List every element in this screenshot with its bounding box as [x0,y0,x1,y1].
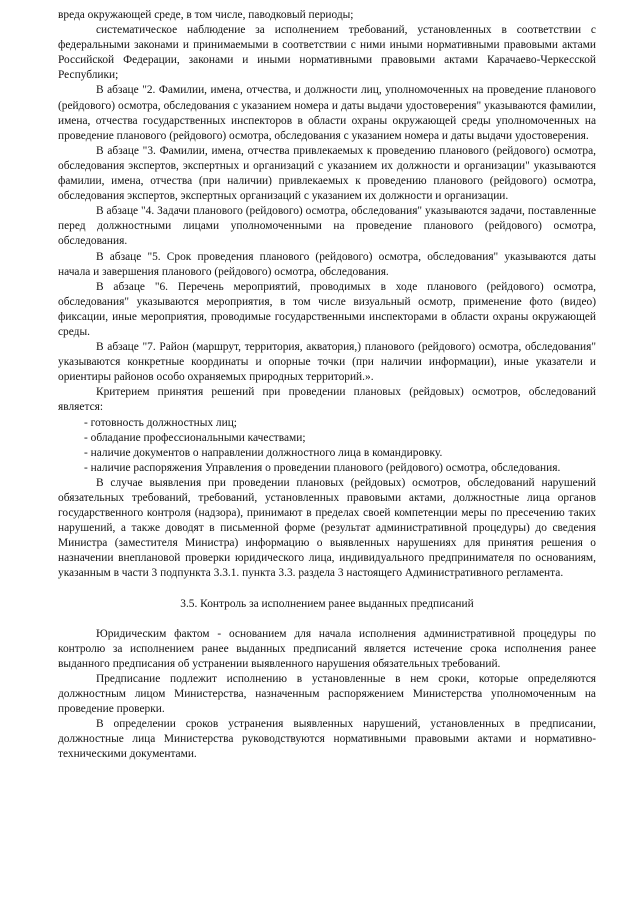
paragraph-abzac-7: В абзаце "7. Район (маршрут, территория, акватория,) планового (рейдового) осмотра, обследования" указываются конкретные координаты и опорные точки (при наличии информации), иные указатели и ориентиры районов особо охраняемых природных территорий.». [58,341,596,384]
section-heading: 3.5. Контроль за исполнением ранее выданных предписаний [180,597,474,610]
paragraph-abzac-3: В абзаце "3. Фамилии, имена, отчества привлекаемых к проведению планового (рейдового) осмотра, обследования экспертов, экспертных и организаций с указанием их должности и организации" указываются фамилии, имена, отчества (при наличии) привлекаемых к проведению планового (рейдового) осмотра, обследования экспертов, экспертных организаций с указанием их должности и организации. [58,144,596,203]
list-item: - наличие распоряжения Управления о проведении планового (рейдового) осмотра, обследования. [84,461,561,474]
paragraph-criteria: Критерием принятия решений при проведении плановых (рейдовых) осмотров, обследований является: [58,386,596,414]
paragraph-systematic-observation: систематическое наблюдение за исполнением требований, установленных в соответствии с федеральными законами и принимаемыми в соответствии с ними иными нормативными правовыми актами Российской Федерации, законами и иными нормативными правовыми актами Карачаево-Черкесской Республики; [58,24,596,82]
paragraph-violations: В случае выявления при проведении плановых (рейдовых) осмотров, обследований нарушений обязательных требований, требований, установленных правовыми актами, должностные лица органов государственного контроля (надзора), принимают в пределах своей компетенции меры по пресечению таких нарушений, а также доводят в письменной форме (результат административной процедуры) до сведения Министра (заместителя Министра) информацию о выявленных нарушениях для принятия решения о назначении внеплановой проверки юридического лица, индивидуального предпринимателя по основаниям, указанным в части 3 подпункта 3.3.1. пункта 3.3. раздела 3 настоящего Административного регламента. [58,476,596,580]
paragraph-continuation: вреда окружающей среде, в том числе, паводковый периоды; [58,9,354,21]
list-item: - обладание профессиональными качествами; [84,431,306,444]
paragraph-abzac-2: В абзаце "2. Фамилии, имена, отчества, и должности лиц, уполномоченных на проведение планового (рейдового) осмотра, обследования с указанием номера и даты выдачи удостоверения" указываются фамилии, имена, отчества государственных инспекторов в области охраны окружающей среды уполномоченных на проведение планового (рейдового) осмотра, обследования с указанием номера и даты выдачи удостоверения. [58,84,596,142]
list-item: - готовность должностных лиц; [84,416,237,429]
paragraph-deadlines: В определении сроков устранения выявленных нарушений, установленных в предписании, должностные лица Министерства руководствуются нормативными правовыми актами и нормативно-техническими документами. [58,718,596,761]
paragraph-abzac-6: В абзаце "6. Перечень мероприятий, проводимых в ходе планового (рейдового) осмотра, обследования" указываются мероприятия, в том числе визуальный осмотр, применение фото (видео) фиксации, иные мероприятия, проводимые государственными инспекторами в области охраны окружающей среды. [58,280,596,338]
document-page [58,8,596,763]
paragraph-abzac-5: В абзаце "5. Срок проведения планового (рейдового) осмотра, обследования" указываются даты начала и завершения планового (рейдового) осмотра, обследования. [58,250,596,278]
paragraph-legal-fact: Юридическим фактом - основанием для начала исполнения административной процедуры по контролю за исполнением ранее выданных предписаний является истечение срока исполнения ранее выданного предписания об устранении выявленного нарушения обязательных требований. [58,627,596,670]
list-item: - наличие документов о направлении должностного лица в командировку. [84,446,443,459]
paragraph-abzac-4: В абзаце "4. Задачи планового (рейдового) осмотра, обследования" указываются задачи, поставленные перед должностными лицами уполномоченными на проведение планового (рейдового) осмотра, обследования. [58,205,596,248]
paragraph-prescription: Предписание подлежит исполнению в установленные в нем сроки, которые определяются должностным лицом Министерства, назначенным распоряжением Министерства уполномоченным на проведение проверки. [58,672,596,716]
